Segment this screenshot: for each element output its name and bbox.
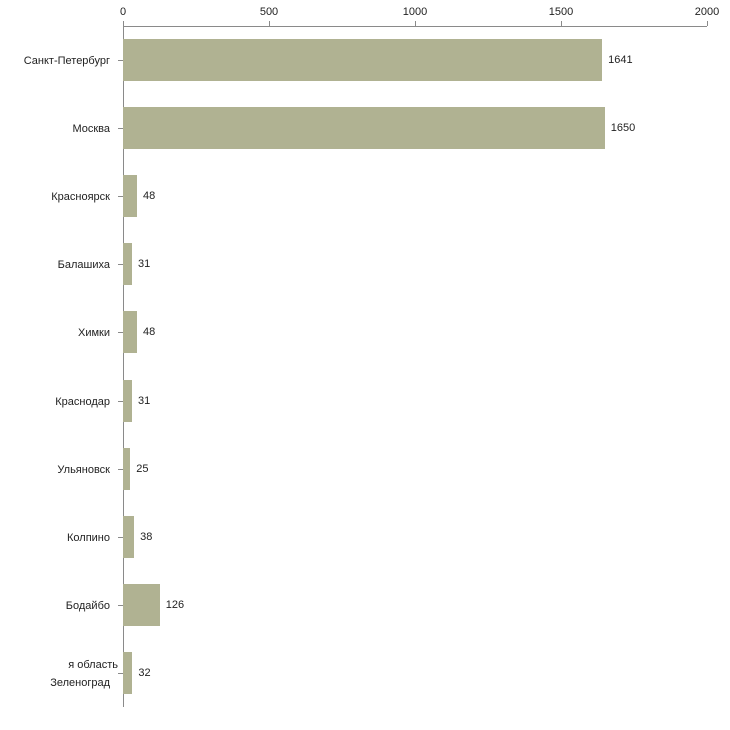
bar xyxy=(123,107,605,149)
bar-value-label: 31 xyxy=(138,395,151,407)
bar xyxy=(123,652,132,694)
y-tick-label: Ульяновск xyxy=(57,464,110,476)
bar-value-label: 1641 xyxy=(608,54,633,66)
bar-value-label: 31 xyxy=(138,258,151,270)
x-tick xyxy=(561,21,562,26)
y-tick-label: Санкт-Петербург xyxy=(23,55,110,67)
bar xyxy=(123,311,137,353)
bar-value-label: 48 xyxy=(143,190,156,202)
y-tick-label: Красноярск xyxy=(51,191,110,203)
bar-value-label: 25 xyxy=(136,463,149,475)
bar xyxy=(123,175,137,217)
y-tick-label: Бодайбо xyxy=(65,600,110,612)
y-tick-label: Москва xyxy=(72,123,110,135)
x-tick-label: 0 xyxy=(119,6,127,18)
bar xyxy=(123,380,132,422)
bar xyxy=(123,243,132,285)
y-tick-label: Краснодар xyxy=(55,396,110,408)
y-tick-label: я область Зеленоград xyxy=(50,659,118,689)
bar xyxy=(123,39,602,81)
bar xyxy=(123,448,130,490)
x-tick xyxy=(269,21,270,26)
x-axis-line xyxy=(123,26,707,27)
x-tick xyxy=(123,21,124,26)
bar xyxy=(123,584,160,626)
bar-value-label: 48 xyxy=(143,326,156,338)
bar-value-label: 126 xyxy=(165,599,185,611)
bar-value-label: 38 xyxy=(140,531,153,543)
bar-value-label: 32 xyxy=(138,667,151,679)
x-tick xyxy=(707,21,708,26)
bar xyxy=(123,516,134,558)
y-tick-label: Колпино xyxy=(67,532,110,544)
x-tick-label: 500 xyxy=(259,6,279,18)
bar-value-label: 1650 xyxy=(610,122,636,134)
x-tick-label: 2000 xyxy=(694,6,720,18)
x-tick-label: 1000 xyxy=(402,6,428,18)
x-tick xyxy=(415,21,416,26)
x-tick-label: 1500 xyxy=(548,6,574,18)
y-tick-label: Химки xyxy=(77,327,110,339)
y-tick-label: Балашиха xyxy=(57,259,110,271)
